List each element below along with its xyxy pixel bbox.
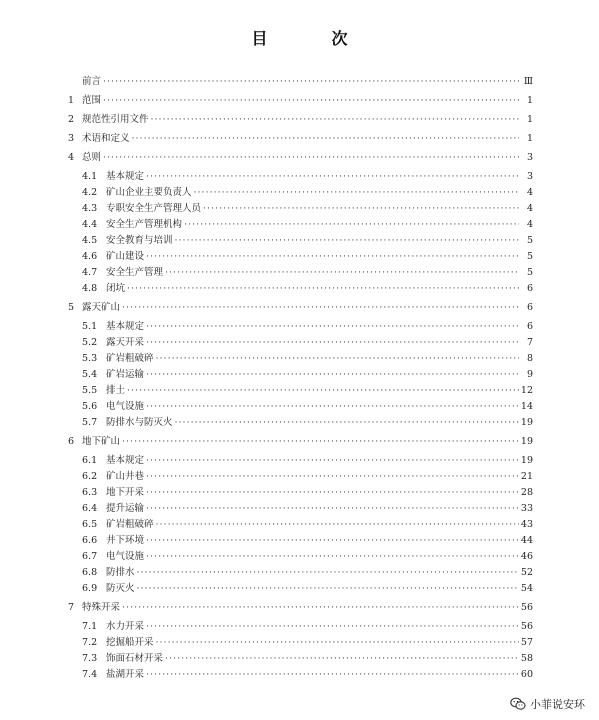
- toc-number: 4.6: [82, 251, 98, 262]
- toc-label: 基本规定: [106, 171, 145, 182]
- toc-leader-dots: [146, 669, 519, 681]
- toc-number: 5.7: [82, 417, 98, 428]
- toc-leader-dots: [122, 602, 519, 614]
- toc-page-number: 6: [526, 302, 533, 313]
- toc-number: 1: [68, 95, 75, 106]
- toc-leader-dots: [146, 251, 519, 263]
- toc-number: 7.2: [82, 637, 98, 648]
- toc-page-number: 5: [526, 267, 533, 278]
- toc-page-number: 33: [520, 503, 533, 514]
- toc-label: 防排水: [106, 567, 135, 578]
- toc-page-number: 43: [520, 519, 533, 530]
- toc-label: 安全生产管理: [106, 267, 164, 278]
- toc-label: 矿岩粗破碎: [106, 353, 154, 364]
- toc-row: [68, 152, 533, 164]
- toc-number: 4.8: [82, 283, 98, 294]
- toc-label: 电气设施: [106, 551, 145, 562]
- toc-row: [68, 337, 533, 349]
- toc-page-number: 1: [526, 133, 533, 144]
- toc-number: 6.1: [82, 455, 98, 466]
- toc-number: 6.7: [82, 551, 98, 562]
- toc-page-number: 9: [526, 369, 533, 380]
- toc-row: [68, 353, 533, 365]
- toc-leader-dots: [122, 436, 519, 448]
- toc-label: 规范性引用文件: [82, 114, 149, 125]
- toc-row: [68, 321, 533, 333]
- toc-row: [68, 519, 533, 531]
- toc-label: 排土: [106, 385, 126, 396]
- toc-number: 6.8: [82, 567, 98, 578]
- toc-leader-dots: [103, 95, 519, 107]
- toc-number: 4: [68, 152, 75, 163]
- toc-page-number: 7: [526, 337, 533, 348]
- toc-label: 挖掘船开采: [106, 637, 154, 648]
- toc-label: 专职安全生产管理人员: [106, 203, 202, 214]
- toc-number: 7: [68, 602, 75, 613]
- toc-row: [68, 187, 533, 199]
- toc-number: 5.3: [82, 353, 98, 364]
- toc-page-number: 19: [520, 436, 533, 447]
- toc-leader-dots: [175, 417, 519, 429]
- toc-label: 地下开采: [106, 487, 145, 498]
- toc-label: 露天开采: [106, 337, 145, 348]
- toc-row: [68, 114, 533, 126]
- toc-page-number: 21: [520, 471, 533, 482]
- toc-page-number: 6: [526, 283, 533, 294]
- watermark-text: 小菲说安环: [530, 698, 585, 711]
- toc-page-number: 3: [526, 171, 533, 182]
- toc-number: 7.1: [82, 621, 98, 632]
- toc-page-number: Ⅲ: [523, 76, 533, 87]
- toc-row: [68, 95, 533, 107]
- toc-row: [68, 133, 533, 145]
- toc-page-number: 6: [526, 321, 533, 332]
- toc-leader-dots: [146, 471, 519, 483]
- page-title: 目 次: [251, 29, 372, 48]
- toc-number: 7.3: [82, 653, 98, 664]
- toc-leader-dots: [127, 385, 519, 397]
- toc-number: 6.2: [82, 471, 98, 482]
- toc-number: 6.3: [82, 487, 98, 498]
- toc-label: 术语和定义: [82, 133, 130, 144]
- toc-row: [68, 535, 533, 547]
- toc-row: [68, 401, 533, 413]
- toc-leader-dots: [156, 637, 519, 649]
- toc-page-number: 19: [520, 455, 533, 466]
- watermark: [510, 696, 585, 712]
- toc-number: 4.5: [82, 235, 98, 246]
- toc-page-number: 56: [520, 602, 533, 613]
- toc-number: 6.6: [82, 535, 98, 546]
- toc-label: 露天矿山: [82, 302, 121, 313]
- toc-page-number: 54: [520, 583, 533, 594]
- toc-label: 防排水与防灭火: [106, 417, 173, 428]
- toc-leader-dots: [156, 353, 519, 365]
- toc-leader-dots: [146, 455, 519, 467]
- toc-label: 闭坑: [106, 283, 126, 294]
- toc-leader-dots: [146, 171, 519, 183]
- toc-row: [68, 436, 533, 448]
- toc-number: 4.2: [82, 187, 98, 198]
- toc-row: [68, 653, 533, 665]
- wechat-icon: [510, 697, 526, 711]
- toc-row: [68, 471, 533, 483]
- toc-leader-dots: [146, 551, 519, 563]
- toc-number: 2: [68, 114, 75, 125]
- toc-row: [68, 235, 533, 247]
- toc-page-number: 4: [526, 219, 533, 230]
- toc-row: [68, 487, 533, 499]
- toc-row: [68, 669, 533, 681]
- toc-leader-dots: [103, 76, 519, 88]
- toc-leader-dots: [175, 235, 519, 247]
- toc-number: 4.4: [82, 219, 98, 230]
- toc-number: 5.1: [82, 321, 98, 332]
- toc-row: [68, 203, 533, 215]
- toc-number: 5.2: [82, 337, 98, 348]
- toc-row: [68, 369, 533, 381]
- toc-label: 矿岩运输: [106, 369, 145, 380]
- toc-leader-dots: [137, 583, 519, 595]
- toc-page-number: 58: [520, 653, 533, 664]
- toc-number: 4.3: [82, 203, 98, 214]
- toc-leader-dots: [132, 133, 519, 145]
- toc-row: [68, 283, 533, 295]
- toc-row: [68, 302, 533, 314]
- toc-leader-dots: [146, 487, 519, 499]
- toc-label: 基本规定: [106, 455, 145, 466]
- toc-leader-dots: [146, 621, 519, 633]
- toc-row: [68, 583, 533, 595]
- toc-row: [68, 251, 533, 263]
- toc-leader-dots: [165, 267, 519, 279]
- toc-row: [68, 76, 533, 88]
- toc-leader-dots: [146, 503, 519, 515]
- toc-label: 安全教育与培训: [106, 235, 173, 246]
- toc-leader-dots: [156, 519, 519, 531]
- toc-label: 安全生产管理机构: [106, 219, 183, 230]
- toc-label: 防灭火: [106, 583, 135, 594]
- toc-label: 矿岩粗破碎: [106, 519, 154, 530]
- toc-label: 基本规定: [106, 321, 145, 332]
- toc-leader-dots: [194, 187, 519, 199]
- toc-leader-dots: [103, 152, 519, 164]
- toc-page-number: 4: [526, 187, 533, 198]
- toc-leader-dots: [146, 401, 519, 413]
- toc-page-number: 46: [520, 551, 533, 562]
- toc-page-number: 3: [526, 152, 533, 163]
- toc-number: 6.9: [82, 583, 98, 594]
- toc-label: 提升运输: [106, 503, 145, 514]
- toc-page-number: 1: [526, 95, 533, 106]
- toc-label: 矿山企业主要负责人: [106, 187, 192, 198]
- toc-number: 5: [68, 302, 75, 313]
- toc-leader-dots: [146, 369, 519, 381]
- toc-row: [68, 267, 533, 279]
- toc-number: 4.7: [82, 267, 98, 278]
- toc-number: 6.4: [82, 503, 98, 514]
- toc-row: [68, 567, 533, 579]
- toc-number: 6: [68, 436, 75, 447]
- toc-leader-dots: [122, 302, 519, 314]
- toc-page-number: 56: [520, 621, 533, 632]
- toc-number: 5.5: [82, 385, 98, 396]
- toc-page-number: 28: [520, 487, 533, 498]
- toc-row: [68, 171, 533, 183]
- toc-row: [68, 621, 533, 633]
- toc-page-number: 19: [520, 417, 533, 428]
- toc-row: [68, 417, 533, 429]
- toc-label: 矿山建设: [106, 251, 145, 262]
- toc-leader-dots: [137, 567, 519, 579]
- toc-label: 前言: [82, 76, 102, 87]
- toc-row: [68, 637, 533, 649]
- toc-leader-dots: [203, 203, 519, 215]
- toc-page-number: 5: [526, 251, 533, 262]
- toc-label: 矿山井巷: [106, 471, 145, 482]
- toc-label: 井下环境: [106, 535, 145, 546]
- toc-row: [68, 602, 533, 614]
- toc-number: 7.4: [82, 669, 98, 680]
- toc-label: 特殊开采: [82, 602, 121, 613]
- toc-number: 4.1: [82, 171, 98, 182]
- toc-label: 水力开采: [106, 621, 145, 632]
- toc-leader-dots: [146, 321, 519, 333]
- toc-page-number: 14: [520, 401, 533, 412]
- toc-page-number: 44: [520, 535, 533, 546]
- toc-label: 盐湖开采: [106, 669, 145, 680]
- toc-page-number: 4: [526, 203, 533, 214]
- toc-page-number: 8: [526, 353, 533, 364]
- toc-page-number: 52: [520, 567, 533, 578]
- toc-number: 6.5: [82, 519, 98, 530]
- toc-leader-dots: [184, 219, 519, 231]
- toc-label: 总则: [82, 152, 102, 163]
- toc-leader-dots: [151, 114, 519, 126]
- toc-page-number: 57: [520, 637, 533, 648]
- toc-label: 地下矿山: [82, 436, 121, 447]
- toc-label: 饰面石材开采: [106, 653, 164, 664]
- toc-leader-dots: [127, 283, 519, 295]
- toc-number: 3: [68, 133, 75, 144]
- toc-row: [68, 503, 533, 515]
- table-of-contents: [68, 76, 533, 681]
- toc-label: 范围: [82, 95, 102, 106]
- toc-leader-dots: [165, 653, 519, 665]
- toc-row: [68, 455, 533, 467]
- toc-row: [68, 219, 533, 231]
- toc-page-number: 60: [520, 669, 533, 680]
- toc-leader-dots: [146, 337, 519, 349]
- toc-page-number: 1: [526, 114, 533, 125]
- toc-number: 5.6: [82, 401, 98, 412]
- toc-label: 电气设施: [106, 401, 145, 412]
- toc-page-number: 5: [526, 235, 533, 246]
- toc-number: 5.4: [82, 369, 98, 380]
- toc-page-number: 12: [520, 385, 533, 396]
- toc-row: [68, 385, 533, 397]
- toc-row: [68, 551, 533, 563]
- toc-leader-dots: [146, 535, 519, 547]
